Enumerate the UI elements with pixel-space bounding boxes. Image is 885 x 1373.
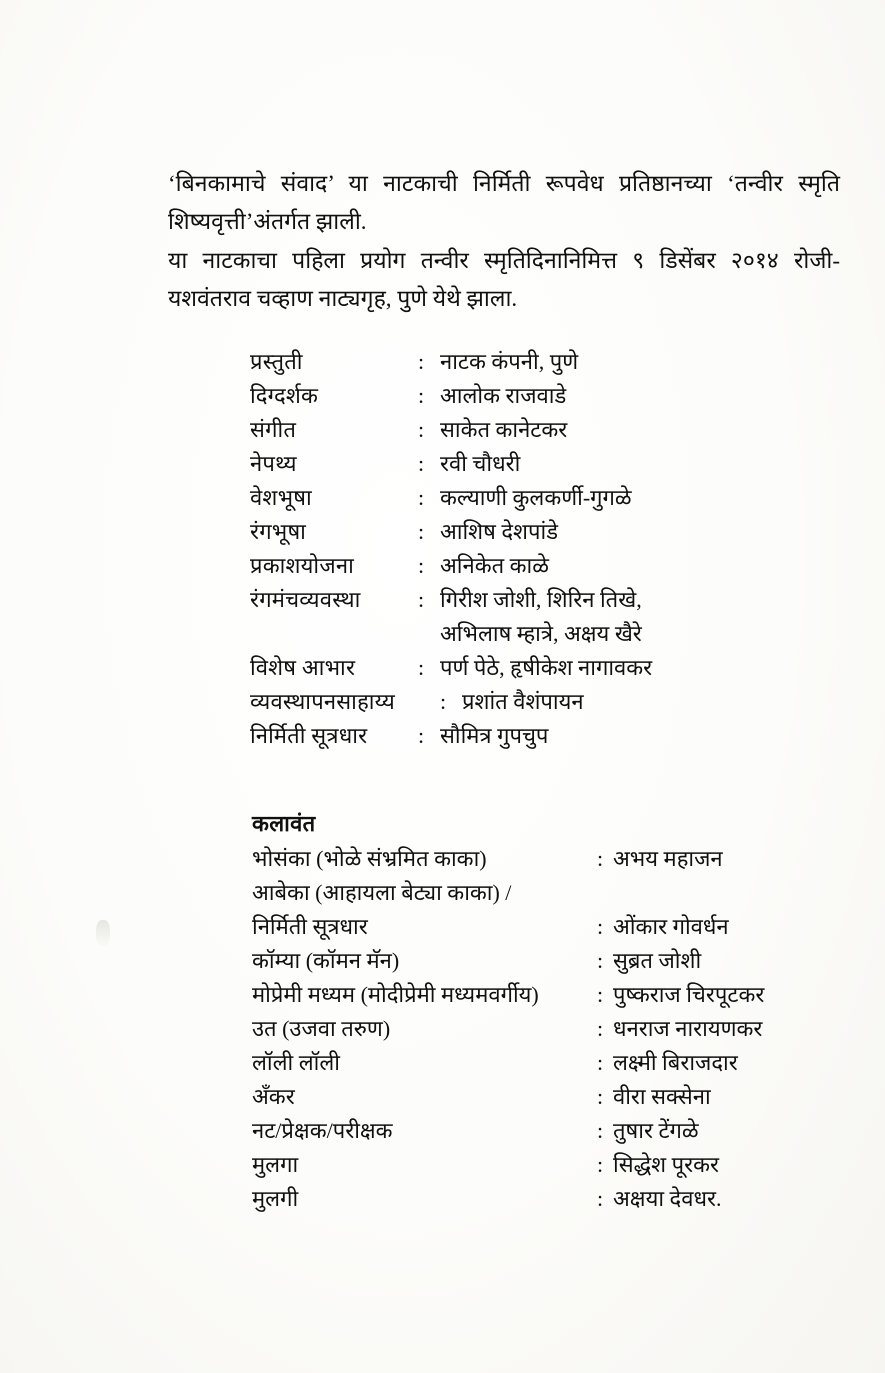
cast-actor-name: तुषार टेंगळे [613,1118,699,1143]
cast-row [252,876,852,910]
credit-colon: : [418,655,425,680]
cast-role: मोप्रेमी मध्यम (मोदीप्रेमी मध्यमवर्गीय) [252,982,539,1007]
credit-value: रवी चौधरी [440,451,521,476]
cast-role: मुलगा [252,1152,299,1177]
credit-colon: : [418,723,425,748]
credit-value: आशिष देशपांडे [440,519,558,544]
cast-role: नट/प्रेक्षक/परीक्षक [252,1118,393,1143]
intro-paragraph-1: ‘बिनकामाचे संवाद’ या नाटकाची निर्मिती रूपवेध प्रतिष्ठानच्या ‘तन्वीर स्मृति शिष्यवृत्ती’अंतर्गत झाली. [168,171,840,234]
credit-value: आलोक राजवाडे [440,383,567,408]
credit-row [250,447,850,481]
credit-row [250,549,850,583]
credit-value: अनिकेत काळे [440,553,549,578]
cast-role: निर्मिती सूत्रधार [252,914,368,939]
cast-colon: : [597,846,604,871]
credit-value: कल्याणी कुलकर्णी-गुगळे [440,485,632,510]
cast-actor-name: पुष्कराज चिरपूटकर [613,982,765,1007]
page-edge-smudge [96,920,110,946]
cast-row [252,944,852,978]
cast-actor-name: सिद्धेश पूरकर [613,1152,719,1177]
cast-row [252,1182,852,1216]
credit-label: विशेष आभार [250,655,356,680]
cast-role: उत (उजवा तरुण) [252,1016,391,1041]
cast-role: अँकर [252,1084,295,1109]
cast-colon: : [597,1084,604,1109]
credit-value: साकेत कानेटकर [440,417,568,442]
credit-label: प्रकाशयोजना [250,553,354,578]
cast-row [252,1046,852,1080]
cast-row [252,978,852,1012]
credit-row [250,651,850,685]
credit-value: प्रशांत वैशंपायन [462,689,584,714]
credit-colon: : [418,519,425,544]
cast-role: आबेका (आहायला बेट्या काका) / [252,880,512,905]
credit-value-line-1: गिरीश जोशी, शिरिन तिखे, [440,587,642,612]
cast-heading: कलावंत [252,811,316,836]
cast-role: कॉम्या (कॉमन मॅन) [252,948,400,973]
credit-label: वेशभूषा [250,485,312,510]
credit-colon: : [440,689,447,714]
cast-colon: : [597,1186,604,1211]
credit-colon: : [418,383,425,408]
credit-label: रंगमंचव्यवस्था [250,587,361,612]
credit-row [250,583,850,651]
cast-colon: : [597,982,604,1007]
credit-colon: : [418,451,425,476]
intro-paragraph-2: या नाटकाचा पहिला प्रयोग तन्वीर स्मृतिदिनानिमित्त ९ डिसेंबर २०१४ रोजी- यशवंतराव चव्हाण नाट्यगृह, पुणे येथे झाला. [168,248,840,311]
credit-colon: : [418,553,425,578]
credit-colon: : [418,349,425,374]
production-credits-list [250,345,850,753]
credit-label: संगीत [250,417,297,442]
cast-row [252,1148,852,1182]
cast-actor-name: सुब्रत जोशी [613,948,702,973]
credit-value: नाटक कंपनी, पुणे [440,349,579,374]
cast-actor-name: अक्षया देवधर. [613,1186,722,1211]
credit-row [250,379,850,413]
cast-role: भोसंका (भोळे संभ्रमित काका) [252,846,487,871]
credit-label: प्रस्तुती [250,349,303,374]
credit-row [250,685,850,719]
credit-label: दिग्दर्शक [250,383,319,408]
cast-colon: : [597,1118,604,1143]
cast-actor-name: अभय महाजन [613,846,723,871]
cast-role: मुलगी [252,1186,299,1211]
cast-colon: : [597,914,604,939]
credit-label: व्यवस्थापनसाहाय्य [250,689,396,714]
cast-colon: : [597,948,604,973]
cast-row [252,1114,852,1148]
cast-list [252,842,852,1216]
cast-actor-name: लक्ष्मी बिराजदार [613,1050,738,1075]
credit-colon: : [418,417,425,442]
cast-actor-name: वीरा सक्सेना [613,1084,711,1109]
cast-colon: : [597,1152,604,1177]
cast-row [252,842,852,876]
cast-row [252,1080,852,1114]
cast-role: लॉली लॉली [252,1050,340,1075]
credit-colon: : [418,485,425,510]
credit-value: सौमित्र गुपचुप [440,723,549,748]
cast-actor-name: ओंकार गोवर्धन [613,914,729,939]
cast-row [252,1012,852,1046]
credit-label: निर्मिती सूत्रधार [250,723,368,748]
credit-value [440,583,850,651]
credit-label: नेपथ्य [250,451,297,476]
cast-colon: : [597,1016,604,1041]
credit-colon: : [418,587,425,612]
credit-label: रंगभूषा [250,519,307,544]
credit-row [250,413,850,447]
cast-row [252,910,852,944]
cast-colon: : [597,1050,604,1075]
credit-row [250,481,850,515]
credit-value-line-2: अभिलाष म्हात्रे, अक्षय खैरे [440,621,642,646]
credit-value: पर्ण पेठे, हृषीकेश नागावकर [440,655,653,680]
intro-text-block [168,165,840,318]
credit-row [250,345,850,379]
credit-row [250,719,850,753]
cast-actor-name: धनराज नारायणकर [613,1016,763,1041]
credit-row [250,515,850,549]
